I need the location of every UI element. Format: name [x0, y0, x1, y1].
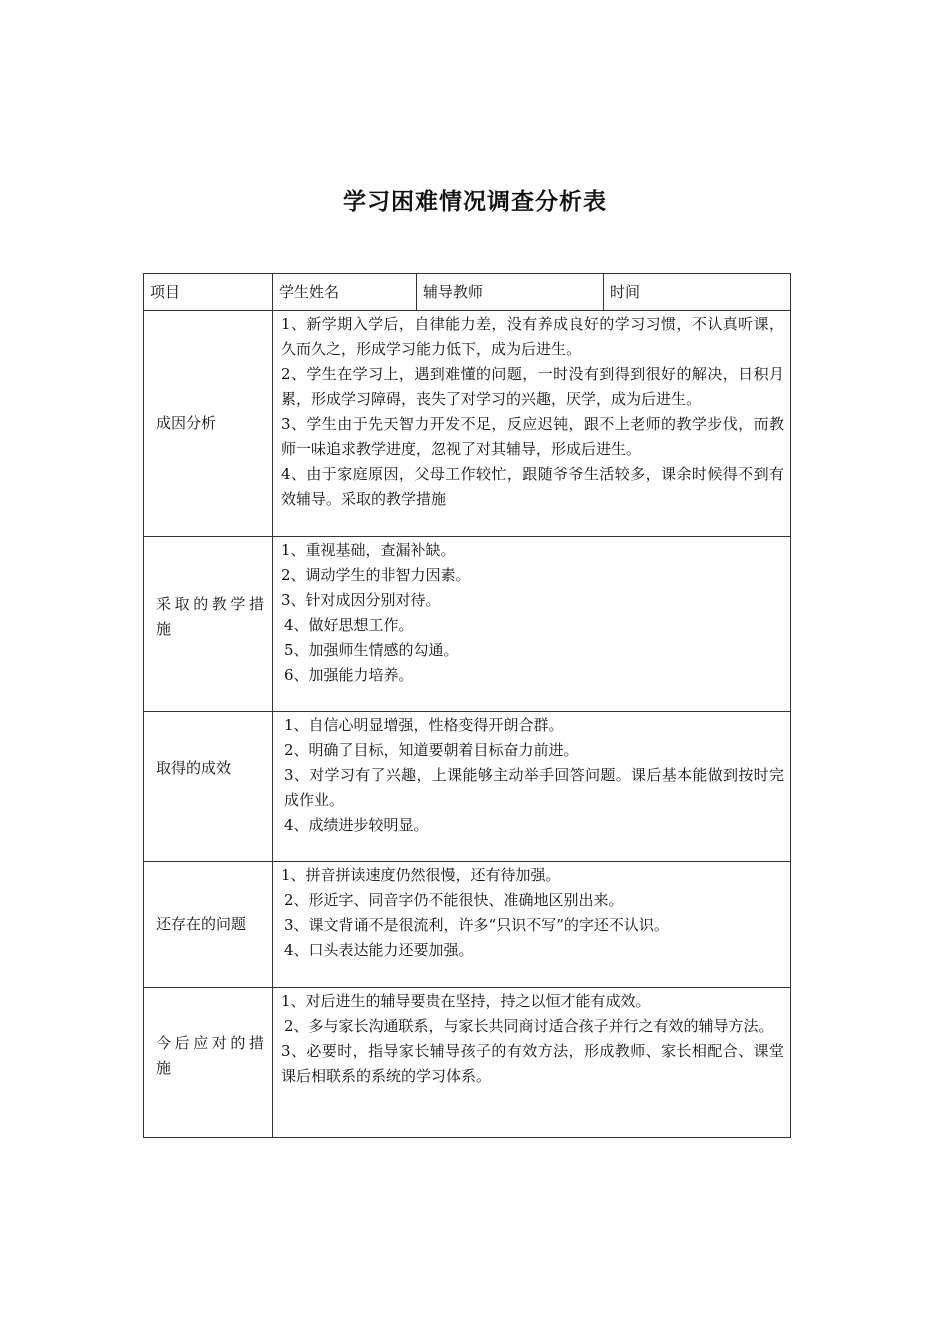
header-item-cell: 项目 [144, 274, 273, 311]
table-row-remaining-problems [144, 862, 791, 988]
list-item: 4、成绩进步较明显。 [284, 816, 429, 834]
list-item: 1、重视基础，查漏补缺。 [281, 541, 456, 559]
header-student-name-cell: 学生姓名 [273, 274, 417, 311]
list-item: 4、由于家庭原因，父母工作较忙，跟随爷爷生活较多，课余时候得不到有效辅导。采取的教学措施 [281, 465, 784, 508]
row-content-remaining-problems [273, 862, 791, 988]
row-content-future-measures [273, 988, 791, 1138]
row-label-teaching-measures [144, 537, 273, 712]
row-content-cause-analysis [273, 311, 791, 537]
list-item: 1、自信心明显增强，性格变得开朗合群。 [284, 716, 564, 734]
list-item: 5、加强师生情感的勾通。 [284, 641, 459, 659]
header-row [144, 274, 791, 311]
list-item: 1、新学期入学后，自律能力差，没有养成良好的学习习惯，不认真听课，久而久之，形成学习能力低下，成为后进生。 [281, 315, 784, 358]
list-item: 3、必要时，指导家长辅导孩子的有效方法，形成教师、家长相配合、课堂课后相联系的系统的学习体系。 [281, 1042, 784, 1085]
list-item: 2、多与家长沟通联系，与家长共同商讨适合孩子并行之有效的辅导方法。 [284, 1017, 774, 1035]
list-item: 3、对学习有了兴趣，上课能够主动举手回答问题。课后基本能做到按时完成作业。 [284, 766, 784, 809]
list-item: 3、针对成因分别对待。 [281, 591, 441, 609]
survey-table [143, 273, 791, 1138]
list-item: 4、口头表达能力还要加强。 [284, 941, 474, 959]
row-label-future-measures [144, 988, 273, 1138]
page-title: 学习困难情况调查分析表 [343, 189, 607, 215]
list-item: 4、做好思想工作。 [284, 616, 414, 634]
row-label-cause-analysis: 成因分析 [144, 311, 273, 537]
row-label-results: 取得的成效 [144, 712, 273, 862]
list-item: 2、形近字、同音字仍不能很快、准确地区别出来。 [284, 891, 624, 909]
row-label-text: 今后应对的措施 [156, 1033, 266, 1077]
list-item: 2、学生在学习上，遇到难懂的问题，一时没有到得到很好的解决，日积月累，形成学习障碍，丧失了对学习的兴趣，厌学，成为后进生。 [281, 365, 784, 408]
list-item: 3、课文背诵不是很流利，许多“只识不写”的字还不认识。 [284, 916, 669, 934]
list-item: 6、加强能力培养。 [284, 666, 414, 684]
row-label-remaining-problems: 还存在的问题 [144, 862, 273, 988]
row-content-results [273, 712, 791, 862]
header-time-cell: 时间 [604, 274, 791, 311]
header-tutor-cell: 辅导教师 [417, 274, 604, 311]
list-item: 1、拼音拼读速度仍然很慢，还有待加强。 [281, 866, 561, 884]
row-content-teaching-measures [273, 537, 791, 712]
list-item: 2、明确了目标，知道要朝着目标奋力前进。 [284, 741, 579, 759]
list-item: 3、学生由于先天智力开发不足，反应迟钝，跟不上老师的教学步伐，而教师一味追求教学进度，忽视了对其辅导，形成后进生。 [281, 415, 784, 458]
table-row-future-measures [144, 988, 791, 1138]
table-row-cause-analysis [144, 311, 791, 537]
table-row-results [144, 712, 791, 862]
list-item: 2、调动学生的非智力因素。 [281, 566, 471, 584]
table-row-teaching-measures [144, 537, 791, 712]
row-label-text: 采取的教学措施 [156, 595, 266, 638]
list-item: 1、对后进生的辅导要贵在坚持，持之以恒才能有成效。 [281, 992, 651, 1010]
